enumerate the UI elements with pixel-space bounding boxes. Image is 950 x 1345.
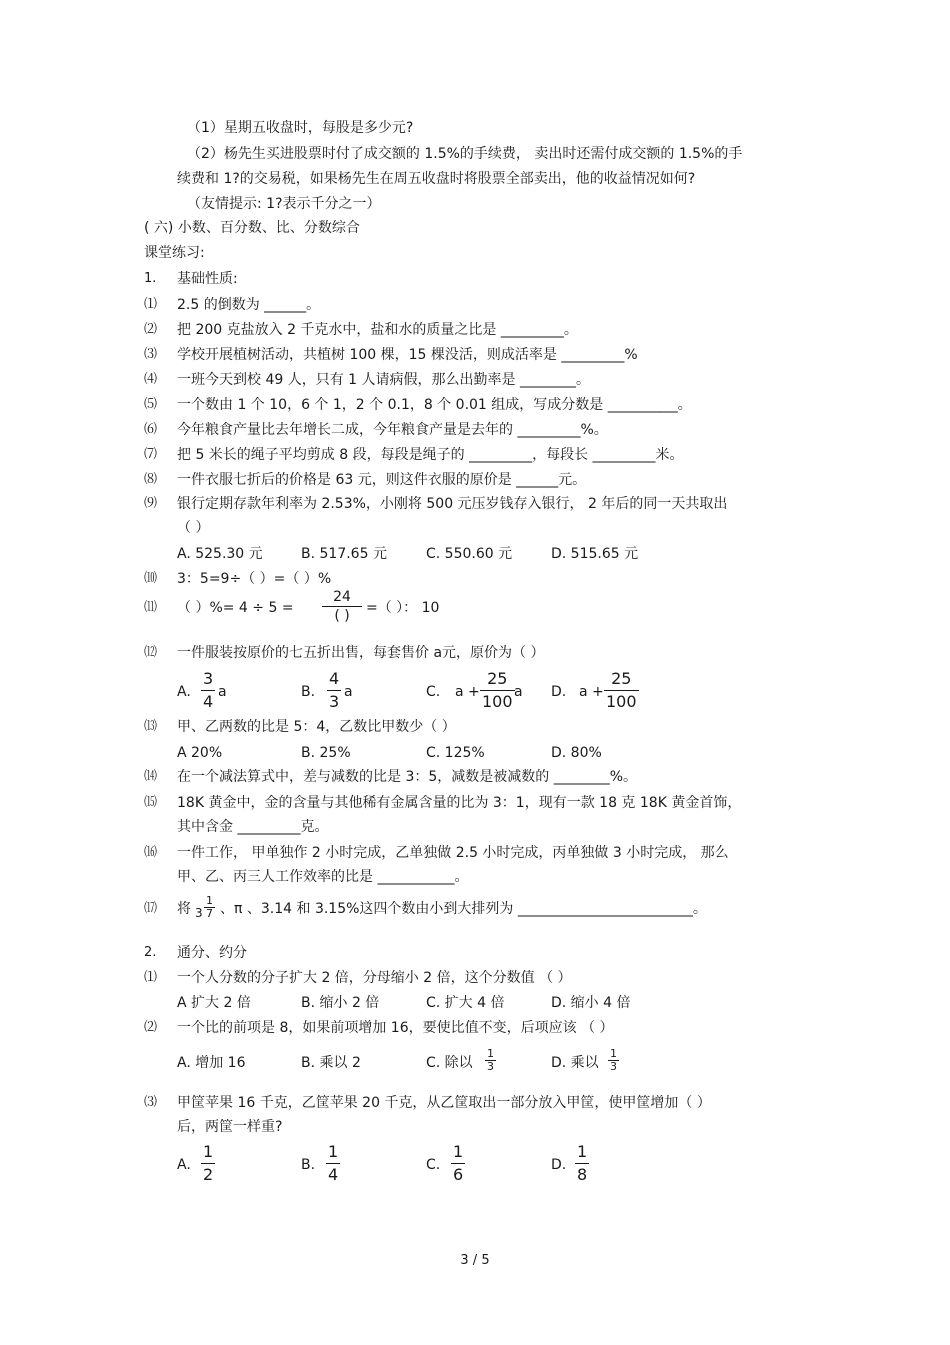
option-a: A. — [177, 684, 191, 700]
part2-title: 通分、约分 — [177, 945, 247, 961]
item-text: 一件工作， 甲单独作 2 小时完成，乙单独做 2.5 小时完成，丙单独做 3 小时完成， 那么 — [177, 845, 729, 861]
item-text: 把 200 克盐放入 2 千克水中，盐和水的质量之比是 _________。 — [177, 322, 578, 338]
item-text: 2.5 的倒数为 ______。 — [177, 297, 321, 313]
item-number: ⒂ — [144, 795, 158, 810]
item-number: ⒀ — [144, 719, 158, 734]
part2-number: 2. — [144, 945, 157, 960]
fraction — [608, 1048, 619, 1073]
item-text: 甲筐苹果 16 千克，乙筐苹果 20 千克，从乙筐取出一部分放入甲筐，使甲筐增加（ ） — [177, 1095, 711, 1111]
mixed-number-whole: 3 — [195, 906, 203, 920]
fraction-denominator: 2 — [203, 1165, 214, 1184]
fraction-numerator: 1 — [610, 1047, 617, 1060]
item-number: ⑾ — [144, 600, 158, 615]
option-prefix: a + — [455, 684, 480, 700]
fraction-denominator: 8 — [577, 1165, 588, 1184]
item-number: ⑼ — [144, 496, 158, 511]
option-suffix: a — [218, 684, 227, 700]
fraction-numerator: 25 — [604, 668, 639, 691]
item-number: ⑹ — [144, 422, 158, 437]
item-number: ⑺ — [144, 447, 158, 462]
fraction — [326, 1141, 340, 1186]
option-b: B. 517.65 元 — [301, 546, 387, 562]
option-a: A 扩大 2 倍 — [177, 995, 251, 1011]
item-text: 学校开展植树活动，共植树 100 棵，15 棵没活，则成活率是 _________% — [177, 347, 638, 363]
fraction-numerator: 1 — [201, 1141, 215, 1164]
fraction-numerator: 1 — [487, 1047, 494, 1060]
item-text: 18K 黄金中，金的含量与其他稀有金属含量的比为 3：1，现有一款 18 克 18K 黄金首饰， — [177, 795, 742, 811]
option-c: C. 550.60 元 — [426, 546, 513, 562]
section-title: ( 六) 小数、百分数、比、分数综合 — [144, 220, 360, 236]
item-number: ⒃ — [144, 845, 158, 860]
fraction — [451, 1141, 465, 1186]
option-d: D. 缩小 4 倍 — [551, 995, 631, 1011]
fraction — [575, 1141, 589, 1186]
option-b: B. — [301, 684, 316, 700]
fraction-numerator: 4 — [327, 668, 341, 691]
fraction-denominator: 4 — [203, 692, 214, 711]
fraction-denominator: 6 — [453, 1165, 464, 1184]
item-text: 银行定期存款年利率为 2.53%，小刚将 500 元压岁钱存入银行， 2 年后的同一天共取出 — [177, 496, 728, 512]
option-prefix: a + — [579, 684, 604, 700]
fraction — [204, 895, 215, 920]
intro-question-2-line1: （2）杨先生买进股票时付了成交额的 1.5%的手续费， 卖出时还需付成交额的 1.5%的手 — [187, 146, 743, 162]
item-text: =（ ）： 10 — [366, 600, 440, 616]
item-text: 、π 、3.14 和 3.15%这四个数由小到大排列为 _________________________。 — [220, 901, 707, 917]
item-text: 一个数由 1 个 10，6 个 1，2 个 0.1，8 个 0.01 组成，写成分数是 __________。 — [177, 397, 692, 413]
part1-number: 1. — [144, 271, 157, 286]
fraction — [485, 1048, 496, 1073]
option-c: C. 125% — [426, 745, 485, 761]
item-text: 把 5 米长的绳子平均剪成 8 段，每段是绳子的 _________，每段长 _________米。 — [177, 447, 684, 463]
fraction — [201, 1141, 215, 1186]
intro-question-2-line2: 续费和 1?的交易税，如果杨先生在周五收盘时将股票全部卖出，他的收益情况如何? — [177, 171, 696, 187]
intro-hint: （友情提示: 1?表示千分之一） — [187, 196, 381, 212]
item-text: （ ）%= 4 ÷ 5 = — [177, 600, 294, 616]
fraction-denominator: ( ) — [334, 608, 350, 624]
item-text: 将 — [177, 901, 191, 917]
fraction-numerator: 1 — [206, 894, 213, 907]
fraction-denominator: 3 — [487, 1060, 494, 1073]
option-a: A. 增加 16 — [177, 1055, 246, 1071]
item-text-cont: 甲、乙、丙三人工作效率的比是 ___________。 — [177, 869, 469, 885]
option-b: B. 缩小 2 倍 — [301, 995, 380, 1011]
option-b: B. 乘以 2 — [301, 1055, 361, 1071]
item-number: ⑷ — [144, 372, 158, 387]
item-number: ⑵ — [144, 322, 158, 337]
fraction-denominator: 4 — [328, 1165, 339, 1184]
fraction-numerator: 24 — [322, 588, 362, 607]
option-d: D. 乘以 — [551, 1055, 599, 1071]
fraction-denominator: 3 — [610, 1060, 617, 1073]
option-c: C. 扩大 4 倍 — [426, 995, 505, 1011]
fraction — [480, 668, 515, 713]
item-text: 一个人分数的分子扩大 2 倍，分母缩小 2 倍，这个分数值 （ ） — [177, 970, 572, 986]
item-text: 在一个减法算式中，差与减数的比是 3：5，减数是被减数的 ________%。 — [177, 769, 638, 785]
fraction-denominator: 100 — [482, 692, 513, 711]
item-text-cont: 后，两筐一样重? — [177, 1119, 283, 1135]
option-suffix: a — [514, 684, 523, 700]
item-number: ⑽ — [144, 571, 158, 586]
option-suffix: a — [344, 684, 353, 700]
item-number: ⑿ — [144, 645, 158, 660]
item-number: ⑴ — [144, 297, 158, 312]
fraction — [327, 668, 341, 713]
fraction-denominator: 7 — [206, 907, 213, 920]
item-text-cont: 其中含金 _________克。 — [177, 819, 329, 835]
item-text: 3：5=9÷（ ）=（ ）% — [177, 571, 332, 587]
item-text: 今年粮食产量比去年增长二成，今年粮食产量是去年的 _________%。 — [177, 422, 608, 438]
fraction — [322, 588, 362, 625]
item-number: ⑶ — [144, 1095, 158, 1110]
option-d: D. 80% — [551, 745, 602, 761]
option-d: D. — [551, 684, 567, 700]
page-number: 3 / 5 — [460, 1253, 490, 1268]
option-b: B. 25% — [301, 745, 351, 761]
part1-title: 基础性质: — [177, 271, 238, 287]
option-d: D. 515.65 元 — [551, 546, 639, 562]
option-c: C. — [426, 684, 441, 700]
option-d: D. — [551, 1157, 567, 1173]
item-text: 甲、乙两数的比是 5：4，乙数比甲数少（ ） — [177, 719, 456, 735]
item-number: ⑻ — [144, 472, 158, 487]
intro-question-1: （1）星期五收盘时，每股是多少元? — [187, 120, 414, 136]
option-b: B. — [301, 1157, 316, 1173]
fraction-numerator: 1 — [451, 1141, 465, 1164]
item-number: ⑵ — [144, 1020, 158, 1035]
fraction-numerator: 1 — [326, 1141, 340, 1164]
option-c: C. 除以 — [426, 1055, 473, 1071]
item-number: ⑸ — [144, 397, 158, 412]
fraction — [604, 668, 639, 713]
item-number: ⑴ — [144, 970, 158, 985]
fraction-denominator: 3 — [329, 692, 340, 711]
item-number: ⒁ — [144, 769, 158, 784]
item-text: 一件衣服七折后的价格是 63 元，则这件衣服的原价是 ______元。 — [177, 472, 587, 488]
fraction-numerator: 1 — [575, 1141, 589, 1164]
option-a: A. 525.30 元 — [177, 546, 263, 562]
fraction-numerator: 3 — [201, 668, 215, 691]
item-number: ⒄ — [144, 901, 158, 916]
practice-label: 课堂练习: — [144, 245, 205, 261]
answer-paren: （ ） — [177, 520, 210, 536]
option-a: A. — [177, 1157, 191, 1173]
option-c: C. — [426, 1157, 441, 1173]
item-number: ⑶ — [144, 347, 158, 362]
fraction-denominator: 100 — [606, 692, 637, 711]
item-text: 一件服装按原价的七五折出售，每套售价 a元，原价为（ ） — [177, 645, 545, 661]
option-a: A 20% — [177, 745, 223, 761]
item-text: 一个比的前项是 8，如果前项增加 16，要使比值不变，后项应该 （ ） — [177, 1020, 614, 1036]
fraction — [201, 668, 215, 713]
fraction-numerator: 25 — [480, 668, 515, 691]
item-text: 一班今天到校 49 人，只有 1 人请病假，那么出勤率是 ________。 — [177, 372, 590, 388]
